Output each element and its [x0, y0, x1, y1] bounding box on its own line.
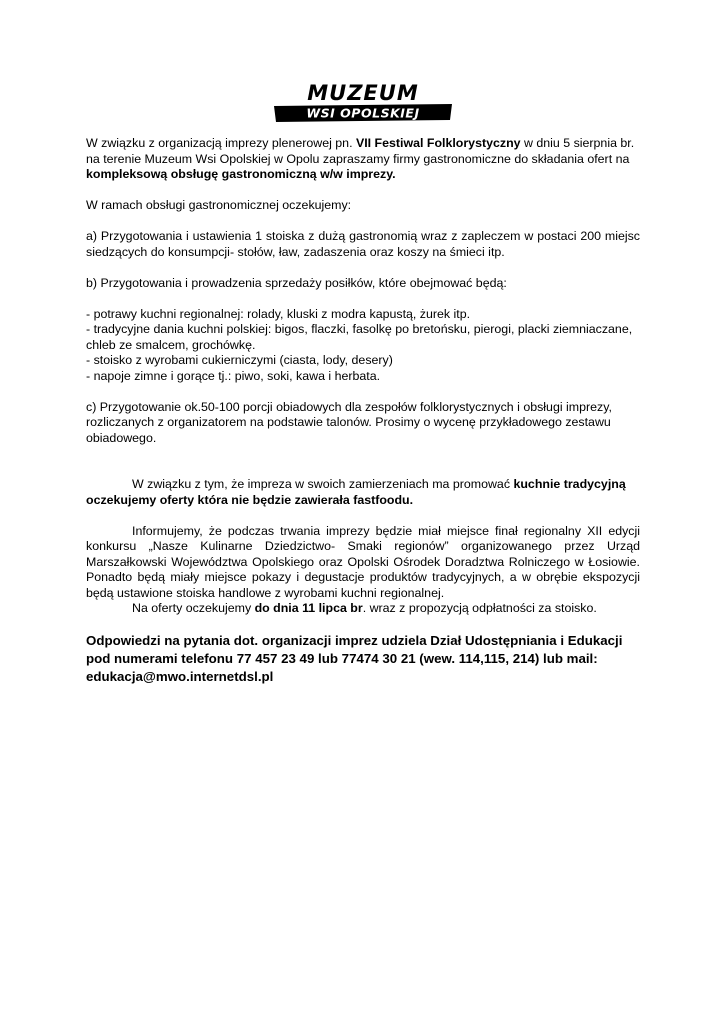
museum-logo — [270, 80, 456, 124]
list-item: - tradycyjne dania kuchni polskiej: bigos, flaczki, fasolkę po bretońsku, pierogi, placki ziemniaczane, chleb ze smalcem, grochówkę. — [86, 322, 633, 352]
logo-text-top: MUZEUM — [307, 81, 419, 105]
list-item: - potrawy kuchni regionalnej: rolady, kluski z modra kapustą, żurek itp. — [86, 306, 471, 321]
point-b: b) Przygotowania i prowadzenia sprzedaży posiłków, które obejmować będą: — [86, 275, 507, 290]
deadline-paragraph: Na oferty oczekujemy do dnia 11 lipca br. wraz z propozycją odpłatności za stoisko. — [132, 601, 597, 615]
expectations-heading: W ramach obsługi gastronomicznej oczekujemy: — [86, 198, 352, 212]
list-item: - stoisko z wyrobami cukierniczymi (ciasta, lody, desery) — [86, 353, 393, 367]
logo-text-bottom: WSI OPOLSKIEJ — [306, 105, 420, 121]
point-c: c) Przygotowanie ok.50-100 porcji obiadowych dla zespołów folklorystycznych i obsługi imprezy, rozliczanych z organizatorem na podstawie talonów. Prosimy o wycenę przykładowego zestawu obiadowego. — [86, 399, 612, 445]
traditional-paragraph: W związku z tym, że impreza w swoich zamierzeniach ma promować kuchnie tradycyjną oczekujemy oferty która nie będzie zawierała fastfoodu. — [86, 477, 626, 507]
letter-body — [86, 136, 640, 686]
list-item: - napoje zimne i gorące tj.: piwo, soki, kawa i herbata. — [86, 368, 381, 383]
intro-paragraph: W związku z organizacją imprezy plenerowej pn. VII Festiwal Folklorystyczny w dniu 5 sierpnia br. na terenie Muzeum Wsi Opolskiej w Opolu zapraszamy firmy gastronomiczne do składania ofert na kompleksową obsługę gastronomiczną w/w imprezy. — [86, 136, 635, 181]
contact-paragraph: Odpowiedzi na pytania dot. organizacji imprez udziela Dział Udostępniania i Edukacji pod numerami telefonu 77 457 23 49 lub 77474 30 21 (wew. 114,115, 214) lub mail: edukacja@mwo.internetdsl.pl — [86, 633, 623, 684]
info-paragraph: Informujemy, że podczas trwania imprezy będzie miał miejsce finał regionalny XII edycji konkursu „Nasze Kulinarne Dziedzictwo- Smaki regionów” organizowanego przez Urząd Marszałkowski Województwa Opolskiego oraz Opolski Ośrodek Doradztwa Rolniczego w Łosiowie. Ponadto będą miały miejsce pokazy i degustacje produktów tradycyjnych, a w obrębie ekspozycji będą ustawione stoiska handlowe z wyrobami kuchni regionalnej. — [86, 523, 640, 600]
point-a: a) Przygotowania i ustawienia 1 stoiska z dużą gastronomią wraz z zapleczem w postaci 200 miejsc siedzących do konsumpcji- stołów, ław, zadaszenia oraz koszy na śmieci itp. — [86, 229, 640, 259]
